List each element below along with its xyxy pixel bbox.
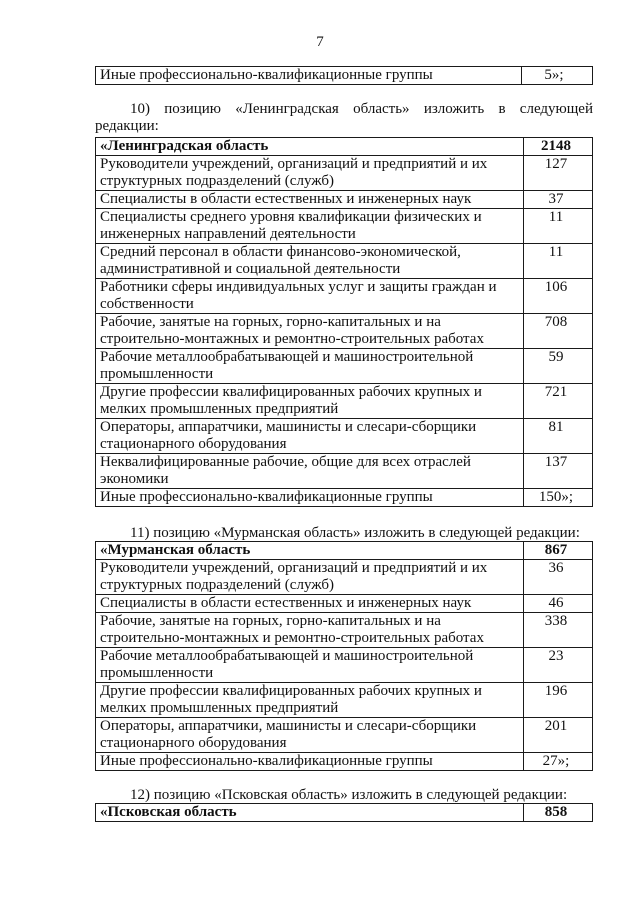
section-10-intro-line1: 10) позицию «Ленинградская область» изложить в следующей (130, 101, 593, 117)
row-value: 81 (524, 419, 593, 454)
table-header-row (96, 138, 593, 156)
row-value: 46 (524, 595, 593, 613)
region-name: «Ленинградская область (96, 138, 524, 156)
region-name: «Псковская область (96, 804, 524, 822)
table-row (96, 683, 593, 718)
row-label: Иные профессионально-квалификационные группы (96, 489, 524, 507)
page-number: 7 (316, 34, 324, 50)
table-row (96, 209, 593, 244)
row-value: 27»; (524, 753, 593, 771)
row-label: Операторы, аппаратчики, машинисты и слесари-сборщики стационарного оборудования (96, 419, 524, 454)
table-row (96, 648, 593, 683)
table-row (96, 489, 593, 507)
murmansk-table (95, 541, 593, 771)
row-label: Руководители учреждений, организаций и предприятий и их структурных подразделений (служб) (96, 156, 524, 191)
table-row (96, 419, 593, 454)
row-value: 721 (524, 384, 593, 419)
table-header-row (96, 804, 593, 822)
row-value: 5»; (522, 67, 593, 85)
section-12-intro: 12) позицию «Псковская область» изложить в следующей редакции: (130, 787, 568, 803)
table-row (96, 349, 593, 384)
top-table (95, 66, 593, 85)
table-row (96, 718, 593, 753)
row-label: Другие профессии квалифицированных рабочих крупных и мелких промышленных предприятий (96, 384, 524, 419)
section-10-intro (95, 101, 593, 135)
row-value: 37 (524, 191, 593, 209)
region-total: 867 (524, 542, 593, 560)
row-value: 106 (524, 279, 593, 314)
row-value: 708 (524, 314, 593, 349)
region-total: 858 (524, 804, 593, 822)
row-value: 127 (524, 156, 593, 191)
table-row (96, 314, 593, 349)
region-name: «Мурманская область (96, 542, 524, 560)
row-value: 59 (524, 349, 593, 384)
row-label: Иные профессионально-квалификационные группы (96, 67, 522, 85)
row-value: 137 (524, 454, 593, 489)
table-row (96, 613, 593, 648)
row-label: Рабочие металлообрабатывающей и машиностроительной промышленности (96, 349, 524, 384)
table-row (96, 191, 593, 209)
row-value: 11 (524, 244, 593, 279)
section-11-intro: 11) позицию «Мурманская область» изложить в следующей редакции: (130, 525, 580, 541)
row-label: Рабочие металлообрабатывающей и машиностроительной промышленности (96, 648, 524, 683)
section-10-intro-line2: редакции: (95, 118, 159, 134)
row-label: Работники сферы индивидуальных услуг и защиты граждан и собственности (96, 279, 524, 314)
pskov-table (95, 803, 593, 822)
row-value: 196 (524, 683, 593, 718)
row-value: 11 (524, 209, 593, 244)
table-row (96, 384, 593, 419)
table-row (96, 67, 593, 85)
table-row (96, 454, 593, 489)
row-label: Специалисты в области естественных и инженерных наук (96, 595, 524, 613)
table-row (96, 560, 593, 595)
row-value: 23 (524, 648, 593, 683)
row-value: 338 (524, 613, 593, 648)
row-label: Рабочие, занятые на горных, горно-капитальных и на строительно-монтажных и ремонтно-строительных работах (96, 613, 524, 648)
row-value: 36 (524, 560, 593, 595)
row-label: Иные профессионально-квалификационные группы (96, 753, 524, 771)
row-label: Другие профессии квалифицированных рабочих крупных и мелких промышленных предприятий (96, 683, 524, 718)
row-value: 150»; (524, 489, 593, 507)
row-label: Специалисты среднего уровня квалификации физических и инженерных направлений деятельности (96, 209, 524, 244)
region-total: 2148 (524, 138, 593, 156)
row-label: Неквалифицированные рабочие, общие для всех отраслей экономики (96, 454, 524, 489)
row-label: Специалисты в области естественных и инженерных наук (96, 191, 524, 209)
table-row (96, 279, 593, 314)
table-row (96, 595, 593, 613)
leningrad-table (95, 137, 593, 507)
row-value: 201 (524, 718, 593, 753)
row-label: Операторы, аппаратчики, машинисты и слесари-сборщики стационарного оборудования (96, 718, 524, 753)
table-row (96, 156, 593, 191)
row-label: Средний персонал в области финансово-экономической, административной и социальной деятельности (96, 244, 524, 279)
table-header-row (96, 542, 593, 560)
table-row (96, 244, 593, 279)
row-label: Руководители учреждений, организаций и предприятий и их структурных подразделений (служб) (96, 560, 524, 595)
table-row (96, 753, 593, 771)
row-label: Рабочие, занятые на горных, горно-капитальных и на строительно-монтажных и ремонтно-строительных работах (96, 314, 524, 349)
